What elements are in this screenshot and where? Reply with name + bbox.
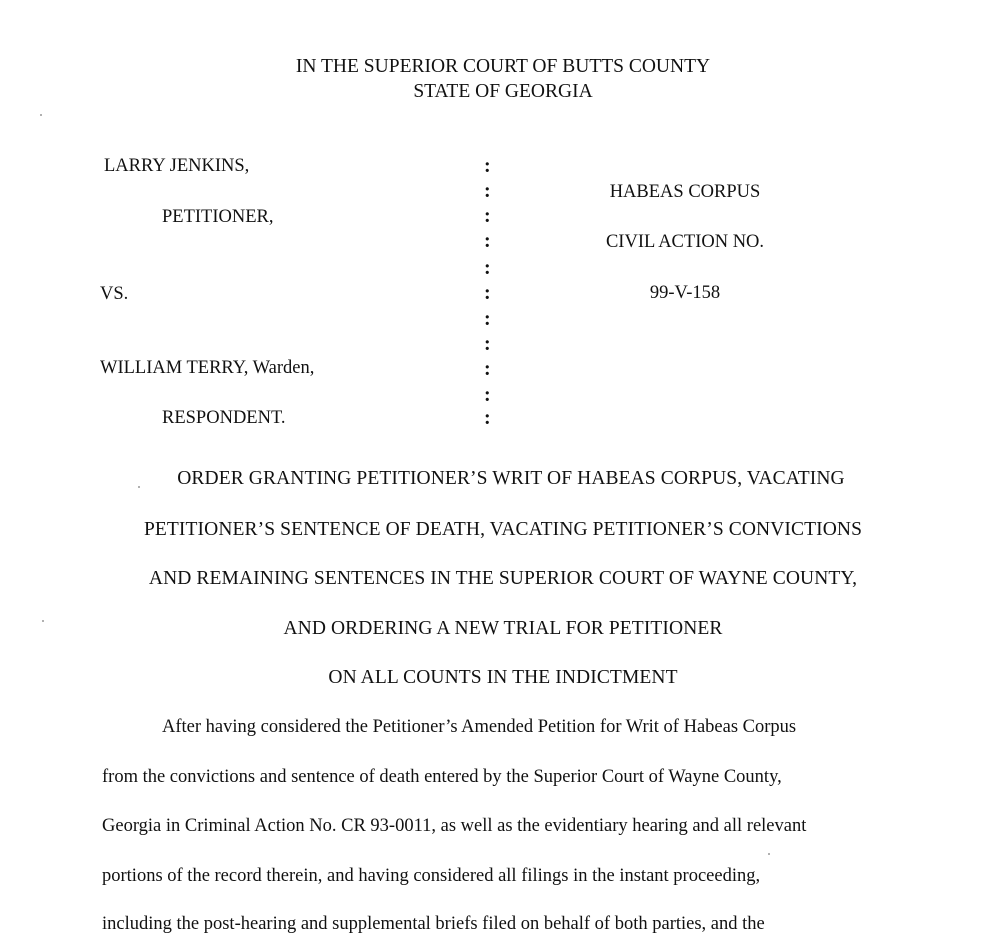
order-title-line: ON ALL COUNTS IN THE INDICTMENT [328, 667, 678, 688]
caption-colon: : [484, 384, 491, 406]
body-line: Georgia in Criminal Action No. CR 93-0011, as well as the evidentiary hearing and all relevant [102, 816, 807, 836]
versus-label: VS. [100, 284, 129, 304]
caption-colon: : [484, 180, 491, 202]
scan-speck [138, 486, 140, 488]
body-line: including the post-hearing and supplemental briefs filed on behalf of both parties, and the [102, 914, 765, 934]
caption-colon: : [484, 257, 491, 279]
scan-speck [768, 853, 770, 855]
court-state: STATE OF GEORGIA [413, 81, 593, 102]
caption-colon: : [484, 155, 491, 177]
caption-colon: : [484, 308, 491, 330]
body-line: portions of the record therein, and having considered all filings in the instant proceeding, [102, 866, 761, 886]
caption-colon: : [484, 358, 491, 380]
caption-colon: : [484, 282, 491, 304]
body-line: from the convictions and sentence of death entered by the Superior Court of Wayne County, [102, 767, 782, 787]
petitioner-role: PETITIONER, [162, 207, 274, 227]
body-line: After having considered the Petitioner’s Amended Petition for Writ of Habeas Corpus [162, 717, 797, 737]
court-name: IN THE SUPERIOR COURT OF BUTTS COUNTY [295, 56, 711, 77]
caption-colon: : [484, 333, 491, 355]
civil-action-label: CIVIL ACTION NO. [605, 232, 765, 252]
caption-colon: : [484, 407, 491, 429]
respondent-name: WILLIAM TERRY, Warden, [100, 358, 315, 378]
order-title-line: ORDER GRANTING PETITIONER’S WRIT OF HABEAS CORPUS, VACATING [177, 468, 845, 489]
case-type: HABEAS CORPUS [609, 182, 761, 202]
case-number: 99-V-158 [649, 283, 721, 303]
respondent-role: RESPONDENT. [162, 408, 286, 428]
order-title-line: AND ORDERING A NEW TRIAL FOR PETITIONER [283, 618, 723, 639]
petitioner-name: LARRY JENKINS, [104, 156, 250, 176]
caption-colon: : [484, 230, 491, 252]
scan-speck [40, 114, 42, 116]
caption-colon: : [484, 205, 491, 227]
scan-speck [42, 620, 44, 622]
order-title-line: AND REMAINING SENTENCES IN THE SUPERIOR COURT OF WAYNE COUNTY, [148, 568, 858, 589]
order-title-line: PETITIONER’S SENTENCE OF DEATH, VACATING PETITIONER’S CONVICTIONS [143, 519, 863, 540]
